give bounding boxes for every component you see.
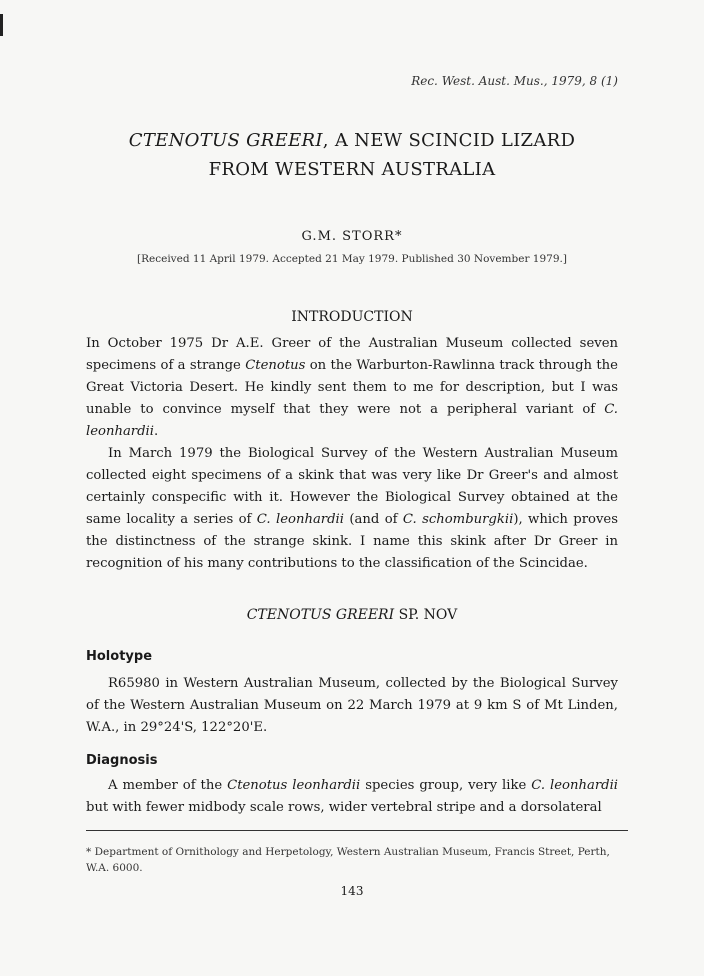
holotype-heading: Holotype — [86, 649, 153, 664]
diagnosis-heading: Diagnosis — [86, 753, 158, 768]
introduction-paragraph-2: In March 1979 the Biological Survey of the Western Australian Museum collected eight specimens of a skink that was very like Dr Greer's and almost certainly conspecific with it. However the Biological Survey obtained at the same locality a series of C. leonhardii (and of C. schomburgkii), which proves the distinctness of the strange skink. I name this skink after Dr Greer in recognition of his many contributions to the classification of the Scincidae. — [86, 446, 619, 571]
title-line-2: FROM WESTERN AUSTRALIA — [208, 159, 496, 180]
title-species-name: CTENOTUS GREERI — [128, 130, 323, 151]
received-dates: [Received 11 April 1979. Accepted 21 May 1979. Published 30 November 1979.] — [137, 253, 567, 265]
author: G.M. STORR* — [301, 229, 403, 244]
footnote: * Department of Ornithology and Herpetology, Western Australian Museum, Francis Street, Perth, W.A. 6000. — [86, 846, 610, 874]
paper-title — [86, 126, 618, 184]
page-edge-mark — [0, 14, 3, 36]
title-line-1: CTENOTUS GREERI, A NEW SCINCID LIZARD — [128, 130, 576, 151]
footnote-rule — [86, 830, 628, 831]
introduction-paragraph-1: In October 1975 Dr A.E. Greer of the Australian Museum collected seven specimens of a strange Ctenotus on the Warburton-Rawlinna track through the Great Victoria Desert. He kindly sent them to me for description, but I was unable to convince myself that they were not a peripheral variant of C. leonhardii. — [86, 336, 618, 439]
journal-reference: Rec. West. Aust. Mus., 1979, 8 (1) — [411, 74, 618, 88]
species-heading: CTENOTUS GREERI SP. NOV — [246, 607, 458, 623]
introduction-heading: INTRODUCTION — [291, 309, 413, 325]
diagnosis-paragraph: A member of the Ctenotus leonhardii species group, very like C. leonhardii but with fewer midbody scale rows, wider vertebral stripe and a dorsolateral — [86, 778, 619, 815]
page-number: 143 — [340, 884, 364, 898]
holotype-paragraph: R65980 in Western Australian Museum, collected by the Biological Survey of the Western Australian Museum on 22 March 1979 at 9 km S of Mt Linden, W.A., in 29°24'S, 122°20'E. — [86, 676, 618, 735]
